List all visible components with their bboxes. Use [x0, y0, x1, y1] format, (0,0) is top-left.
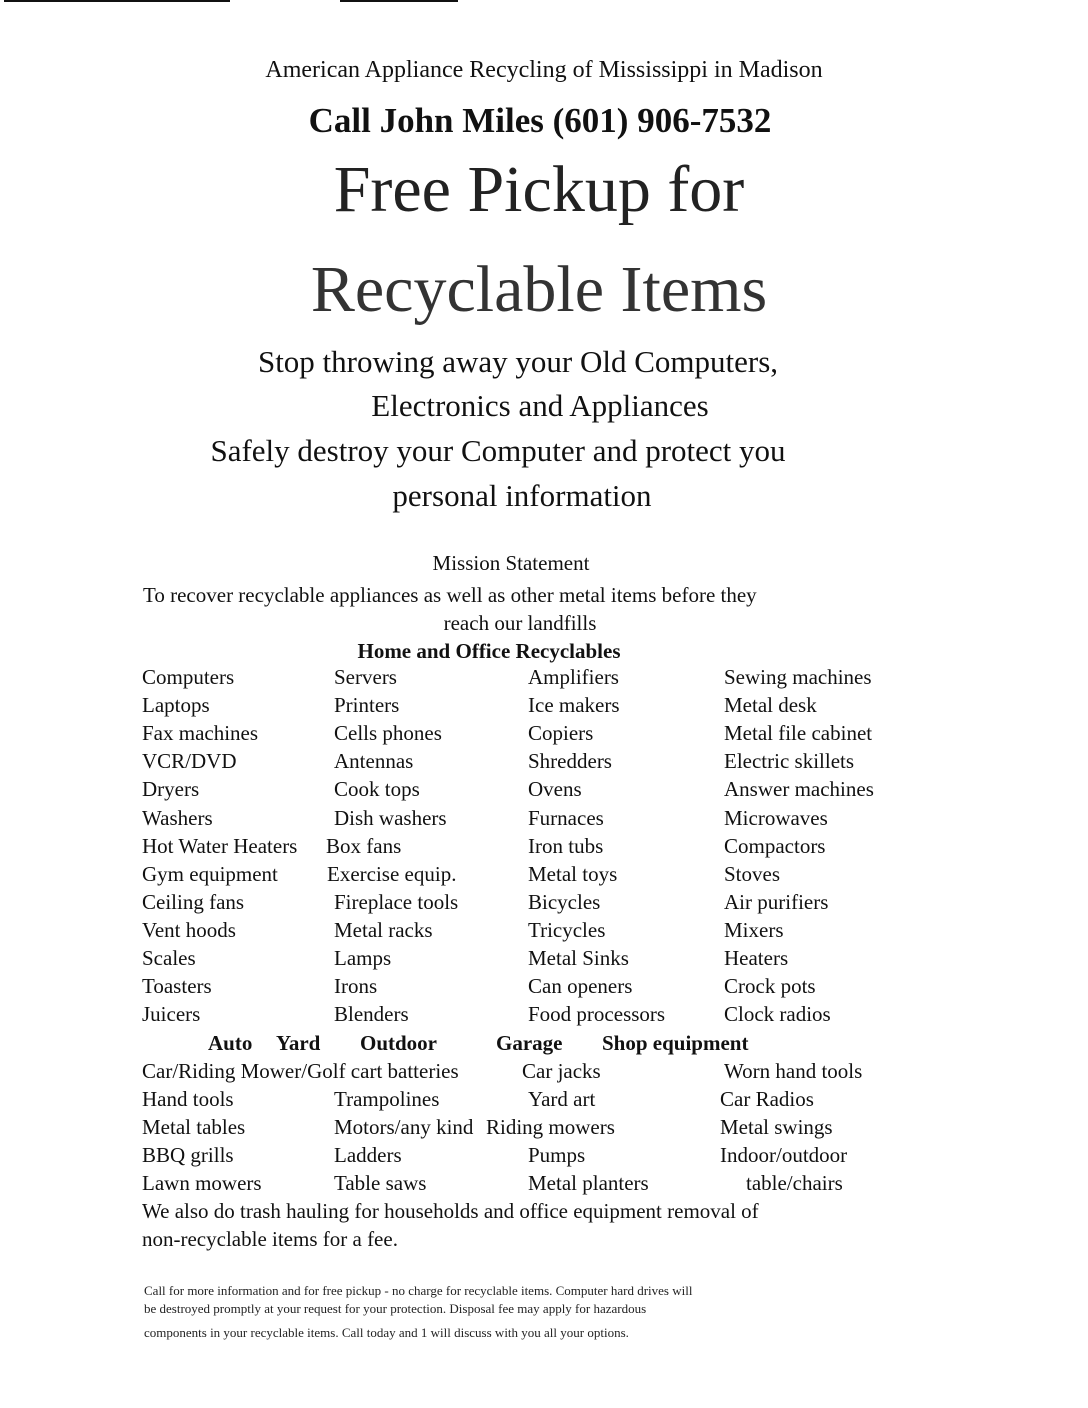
list-item: Amplifiers: [528, 665, 619, 689]
list-item: Riding mowers: [486, 1115, 615, 1139]
subheading-4: personal information: [392, 478, 652, 513]
list-item: Car Radios: [720, 1087, 814, 1111]
list-item: Furnaces: [528, 806, 604, 830]
top-rule-right: [340, 0, 458, 2]
list-item: Gym equipment: [142, 862, 278, 886]
subheading-2: Electronics and Appliances: [371, 388, 709, 423]
mission-text-line-1: To recover recyclable appliances as well as other metal items before they: [143, 583, 757, 607]
list-row: [0, 1002, 1088, 1030]
list-item: Metal toys: [528, 862, 618, 886]
list-item: Lamps: [334, 946, 392, 970]
list-row: [0, 974, 1088, 1002]
subheading-3: Safely destroy your Computer and protect you: [210, 433, 786, 468]
list-row: [0, 890, 1088, 918]
list-item: Cook tops: [334, 777, 420, 801]
list-item: Servers: [334, 665, 397, 689]
list-item: Box fans: [326, 834, 402, 858]
top-rule-left: [4, 0, 230, 2]
heading-word-outdoor: Outdoor: [360, 1031, 438, 1055]
list-item: Metal desk: [724, 693, 817, 717]
auto-yard-heading: [0, 1031, 1088, 1059]
list-item: Washers: [142, 806, 213, 830]
list-item: Table saws: [334, 1171, 427, 1195]
trash-hauling-line-2: non-recyclable items for a fee.: [142, 1227, 398, 1251]
list-item: Ice makers: [528, 693, 620, 717]
heading-word-shop-equipment: Shop equipment: [602, 1031, 749, 1055]
list-item: BBQ grills: [142, 1143, 234, 1167]
list-row: [0, 1143, 1088, 1171]
heading-word-yard: Yard: [276, 1031, 321, 1055]
list-item: Dish washers: [334, 806, 447, 830]
list-row: [0, 749, 1088, 777]
list-item: Ovens: [528, 777, 582, 801]
list-row: [0, 862, 1088, 890]
list-item: Metal racks: [334, 918, 433, 942]
list-item: Antennas: [334, 749, 414, 773]
list-item: Shredders: [528, 749, 612, 773]
list-row: [0, 1115, 1088, 1143]
list-item: Pumps: [528, 1143, 586, 1167]
list-item: Cells phones: [334, 721, 442, 745]
list-item: Air purifiers: [724, 890, 829, 914]
list-row: [0, 918, 1088, 946]
subheading-1: Stop throwing away your Old Computers,: [257, 344, 779, 379]
list-item: Motors/any kind: [334, 1115, 474, 1139]
list-item: Food processors: [528, 1002, 666, 1026]
home-office-heading: Home and Office Recyclables: [357, 639, 621, 663]
list-item: Yard art: [528, 1087, 596, 1111]
list-row: [0, 834, 1088, 862]
list-item: Hot Water Heaters: [142, 834, 298, 858]
list-item: Bicycles: [528, 890, 601, 914]
list-item: Trampolines: [334, 1087, 440, 1111]
list-item: Metal tables: [142, 1115, 246, 1139]
list-item: Car/Riding Mower/Golf cart batteries: [142, 1059, 459, 1083]
list-row: [0, 1171, 1088, 1199]
list-item: Blenders: [334, 1002, 409, 1026]
list-item: Metal swings: [720, 1115, 833, 1139]
headline-line-1: Free Pickup for: [333, 153, 745, 226]
list-row: [0, 806, 1088, 834]
heading-word-garage: Garage: [496, 1031, 563, 1055]
list-item: Juicers: [142, 1002, 201, 1026]
list-item: Vent hoods: [142, 918, 236, 942]
list-item: Fax machines: [142, 721, 259, 745]
list-item: Irons: [334, 974, 378, 998]
list-item: Stoves: [724, 862, 781, 886]
list-item: Can openers: [528, 974, 633, 998]
list-item: Electric skillets: [724, 749, 855, 773]
list-row: [0, 777, 1088, 805]
list-row: [0, 665, 1088, 693]
list-row: [0, 1059, 1088, 1087]
list-item: Compactors: [724, 834, 826, 858]
list-item: Indoor/outdoor: [720, 1143, 848, 1167]
fine-print-line-3: components in your recyclable items. Call today and 1 will discuss with you all your options.: [144, 1325, 629, 1340]
list-item: Printers: [334, 693, 400, 717]
list-row: [0, 1087, 1088, 1115]
list-item: Microwaves: [724, 806, 828, 830]
list-item: Lawn mowers: [142, 1171, 262, 1195]
list-item: Tricycles: [528, 918, 606, 942]
fine-print-line-2: be destroyed promptly at your request for your protection. Disposal fee may apply for hazardous: [144, 1301, 647, 1316]
mission-heading: Mission Statement: [432, 551, 590, 575]
list-item: Copiers: [528, 721, 594, 745]
list-item: Heaters: [724, 946, 789, 970]
heading-word-auto: Auto: [208, 1031, 253, 1055]
list-item: Computers: [142, 665, 235, 689]
list-item: Ceiling fans: [142, 890, 245, 914]
list-item: Sewing machines: [724, 665, 872, 689]
list-item: Toasters: [142, 974, 212, 998]
list-item: Metal file cabinet: [724, 721, 873, 745]
list-item: Scales: [142, 946, 196, 970]
list-item: Iron tubs: [528, 834, 604, 858]
list-item: Crock pots: [724, 974, 816, 998]
fine-print-line-1: Call for more information and for free pickup - no charge for recyclable items. Computer hard drives will: [144, 1283, 693, 1298]
list-item: VCR/DVD: [142, 749, 237, 773]
list-row: [0, 693, 1088, 721]
mission-text-line-2: reach our landfills: [443, 611, 597, 635]
list-item: Hand tools: [142, 1087, 234, 1111]
list-item: table/chairs: [746, 1171, 843, 1195]
list-item: Laptops: [142, 693, 210, 717]
headline-line-2: Recyclable Items: [310, 253, 768, 326]
trash-hauling-line-1: We also do trash hauling for households and office equipment removal of: [142, 1199, 759, 1223]
list-item: Car jacks: [522, 1059, 601, 1083]
company-name: American Appliance Recycling of Mississippi in Madison: [265, 57, 823, 83]
list-item: Dryers: [142, 777, 200, 801]
list-row: [0, 946, 1088, 974]
call-line: Call John Miles (601) 906-7532: [308, 101, 772, 140]
list-item: Worn hand tools: [724, 1059, 863, 1083]
list-item: Clock radios: [724, 1002, 831, 1026]
list-item: Answer machines: [724, 777, 874, 801]
list-item: Ladders: [334, 1143, 402, 1167]
list-item: Exercise equip.: [327, 862, 457, 886]
list-item: Metal Sinks: [528, 946, 629, 970]
list-item: Fireplace tools: [334, 890, 459, 914]
list-row: [0, 721, 1088, 749]
list-item: Metal planters: [528, 1171, 649, 1195]
list-item: Mixers: [724, 918, 784, 942]
